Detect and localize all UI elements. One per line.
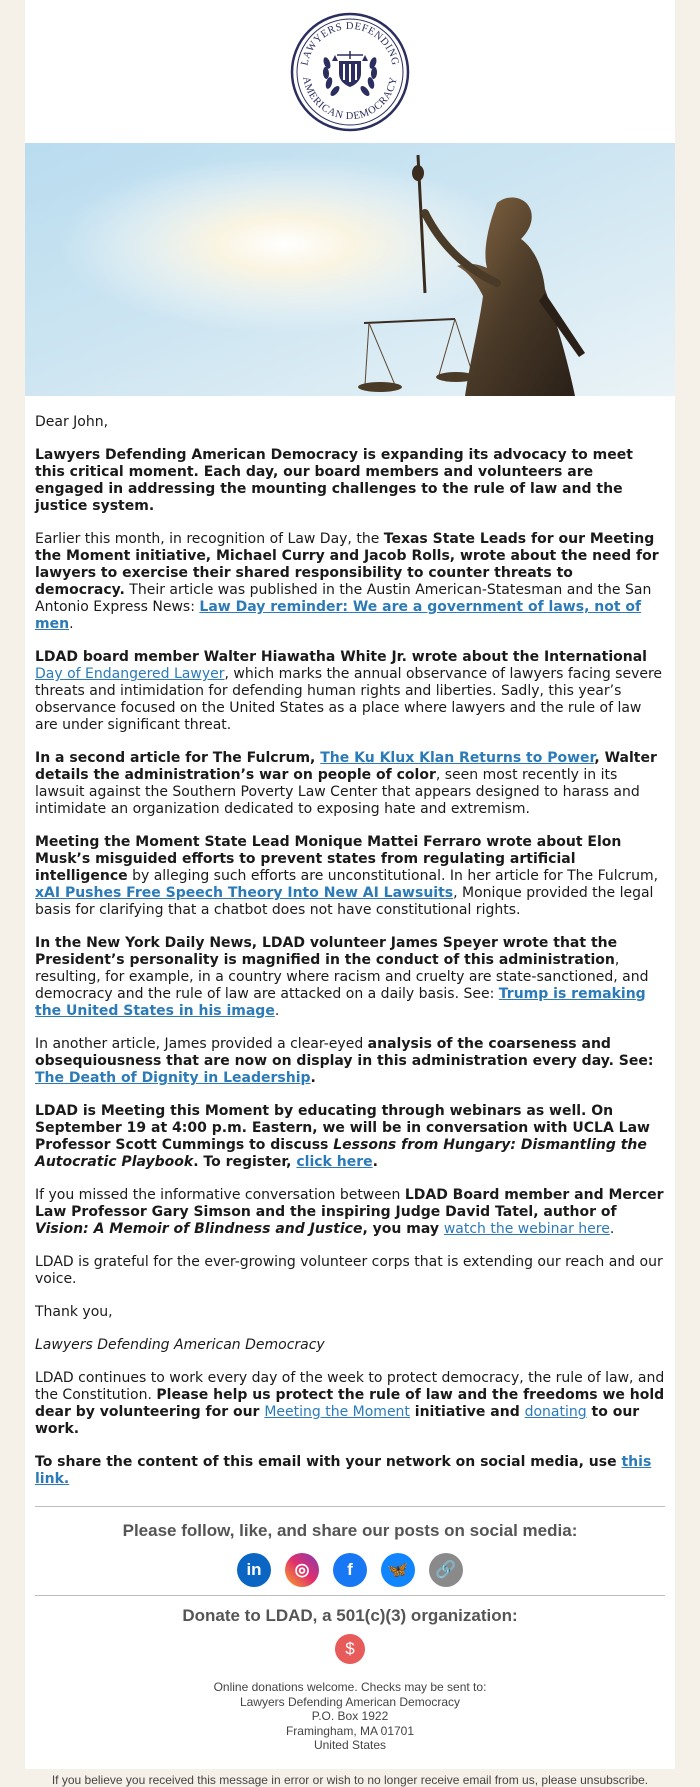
- mailing-address: [25, 1680, 675, 1753]
- volunteer-thanks-paragraph: LDAD is grateful for the ever-growing volunteer corps that is extending our reach and our voice.: [35, 1254, 665, 1288]
- death-of-dignity-link[interactable]: The Death of Dignity in Leadership: [35, 1070, 311, 1086]
- hero-lady-justice-image: [25, 143, 675, 396]
- endangered-lawyer-paragraph: LDAD board member Walter Hiawatha White Jr. wrote about the International Day of Endangered Lawyer, which marks the annual observance of lawyers facing severe threats and intimidation for defending human rights and liberties. Sadly, this year’s observance focused on the United States as a place where lawyers and the rule of law are under significant threat.: [35, 649, 665, 734]
- webinar-paragraph: LDAD is Meeting this Moment by educating through webinars as well. On September 19 at 4:00 p.m. Eastern, we will be in conversation with UCLA Law Professor Scott Cummings to discuss Lessons from Hungary: Dismantling the Autocratic Playbook. To register, click here.: [35, 1103, 665, 1171]
- support-paragraph: LDAD continues to work every day of the week to protect democracy, the rule of law, and the Constitution. Please help us protect the rule of law and the freedoms we hold dear by volunteering for our Meeting the Moment initiative and donating to our work.: [35, 1370, 665, 1438]
- ldad-logo: [289, 11, 411, 133]
- intro-paragraph: Lawyers Defending American Democracy is expanding its advocacy to meet this critical moment. Each day, our board members and volunteers are engaged in addressing the mounting challenges to the rule of law and the justice system.: [35, 447, 665, 515]
- bluesky-icon[interactable]: 🦋: [381, 1553, 415, 1587]
- xai-article-paragraph: Meeting the Moment State Lead Monique Mattei Ferraro wrote about Elon Musk’s misguided efforts to prevent states from regulating artificial intelligence by alleging such efforts are unconstitutional. In her article for The Fulcrum, xAI Pushes Free Speech Theory Into New AI Lawsuits, Monique provided the legal basis for clarifying that a chatbot does not have constitutional rights.: [35, 834, 665, 919]
- facebook-icon[interactable]: f: [333, 1553, 367, 1587]
- signature: Lawyers Defending American Democracy: [35, 1337, 665, 1354]
- signoff: Thank you,: [35, 1304, 665, 1321]
- xai-article-link[interactable]: xAI Pushes Free Speech Theory Into New AI Lawsuits: [35, 885, 453, 901]
- address-line: Online donations welcome. Checks may be sent to:: [25, 1680, 675, 1695]
- dignity-paragraph: In another article, James provided a clear-eyed analysis of the coarseness and obsequiousness that are now on display in this administration every day. See: The Death of Dignity in Leadership.: [35, 1036, 665, 1087]
- link-icon[interactable]: 🔗: [429, 1553, 463, 1587]
- address-line: United States: [25, 1738, 675, 1753]
- address-line: Framingham, MA 01701: [25, 1724, 675, 1739]
- address-line: Lawyers Defending American Democracy: [25, 1695, 675, 1710]
- share-link[interactable]: this link.: [35, 1454, 651, 1487]
- meeting-the-moment-link[interactable]: Meeting the Moment: [264, 1404, 410, 1420]
- dollar-icon[interactable]: $: [335, 1634, 365, 1664]
- kkk-article-link[interactable]: The Ku Klux Klan Returns to Power: [320, 750, 594, 766]
- trump-remaking-link[interactable]: Trump is remaking the United States in his image: [35, 986, 646, 1019]
- donate-section: [25, 1596, 675, 1664]
- social-section: [25, 1507, 675, 1595]
- share-paragraph: To share the content of this email with your network on social media, use this link.: [35, 1454, 665, 1488]
- linkedin-icon[interactable]: in: [237, 1553, 271, 1587]
- law-day-paragraph: Earlier this month, in recognition of Law Day, the Texas State Leads for our Meeting the Moment initiative, Michael Curry and Jacob Rolls, wrote about the need for lawyers to exercise their shared responsibility to counter threats to democracy. Their article was published in the Austin American-Statesman and the San Antonio Express News: Law Day reminder: We are a government of laws, not of men.: [35, 531, 665, 633]
- logo-header: [25, 0, 675, 143]
- watch-webinar-link[interactable]: watch the webinar here: [444, 1221, 610, 1237]
- donate-title: Donate to LDAD, a 501(c)(3) organization:: [25, 1606, 675, 1626]
- unsubscribe-note[interactable]: If you believe you received this message in error or wish to no longer receive email from us, please unsubscribe.: [25, 1773, 675, 1787]
- logo-arc-bottom: AMERICAN DEMOCRACY: [300, 75, 400, 121]
- email-sheet: [25, 0, 675, 1769]
- email-body: [25, 396, 675, 1488]
- social-title: Please follow, like, and share our posts on social media:: [25, 1521, 675, 1541]
- donating-link[interactable]: donating: [525, 1404, 587, 1420]
- law-day-link[interactable]: Law Day reminder: We are a government of laws, not of men: [35, 599, 641, 632]
- endangered-lawyer-link[interactable]: Day of Endangered Lawyer: [35, 666, 224, 682]
- greeting: Dear John,: [35, 414, 665, 431]
- social-icons-row: [25, 1553, 675, 1587]
- past-webinar-paragraph: If you missed the informative conversation between LDAD Board member and Mercer Law Professor Gary Simson and the inspiring Judge David Tatel, author of Vision: A Memoir of Blindness and Justice, you may watch the webinar here.: [35, 1187, 665, 1238]
- kkk-article-paragraph: In a second article for The Fulcrum, The Ku Klux Klan Returns to Power, Walter details the administration’s war on people of color, seen most recently in its lawsuit against the Southern Poverty Law Center that appears designed to harass and intimidate an organization dedicated to exposing hate and extremism.: [35, 750, 665, 818]
- instagram-icon[interactable]: ◎: [285, 1553, 319, 1587]
- register-link[interactable]: click here: [296, 1154, 372, 1170]
- logo-arc-top: LAWYERS DEFENDING: [299, 20, 400, 66]
- daily-news-paragraph: In the New York Daily News, LDAD volunteer James Speyer wrote that the President’s personality is magnified in the conduct of this administration, resulting, for example, in a country where racism and cruelty are state-sanctioned, and democracy and the rule of law are attacked on a daily basis. See: Trump is remaking the United States in his image.: [35, 935, 665, 1020]
- address-line: P.O. Box 1922: [25, 1709, 675, 1724]
